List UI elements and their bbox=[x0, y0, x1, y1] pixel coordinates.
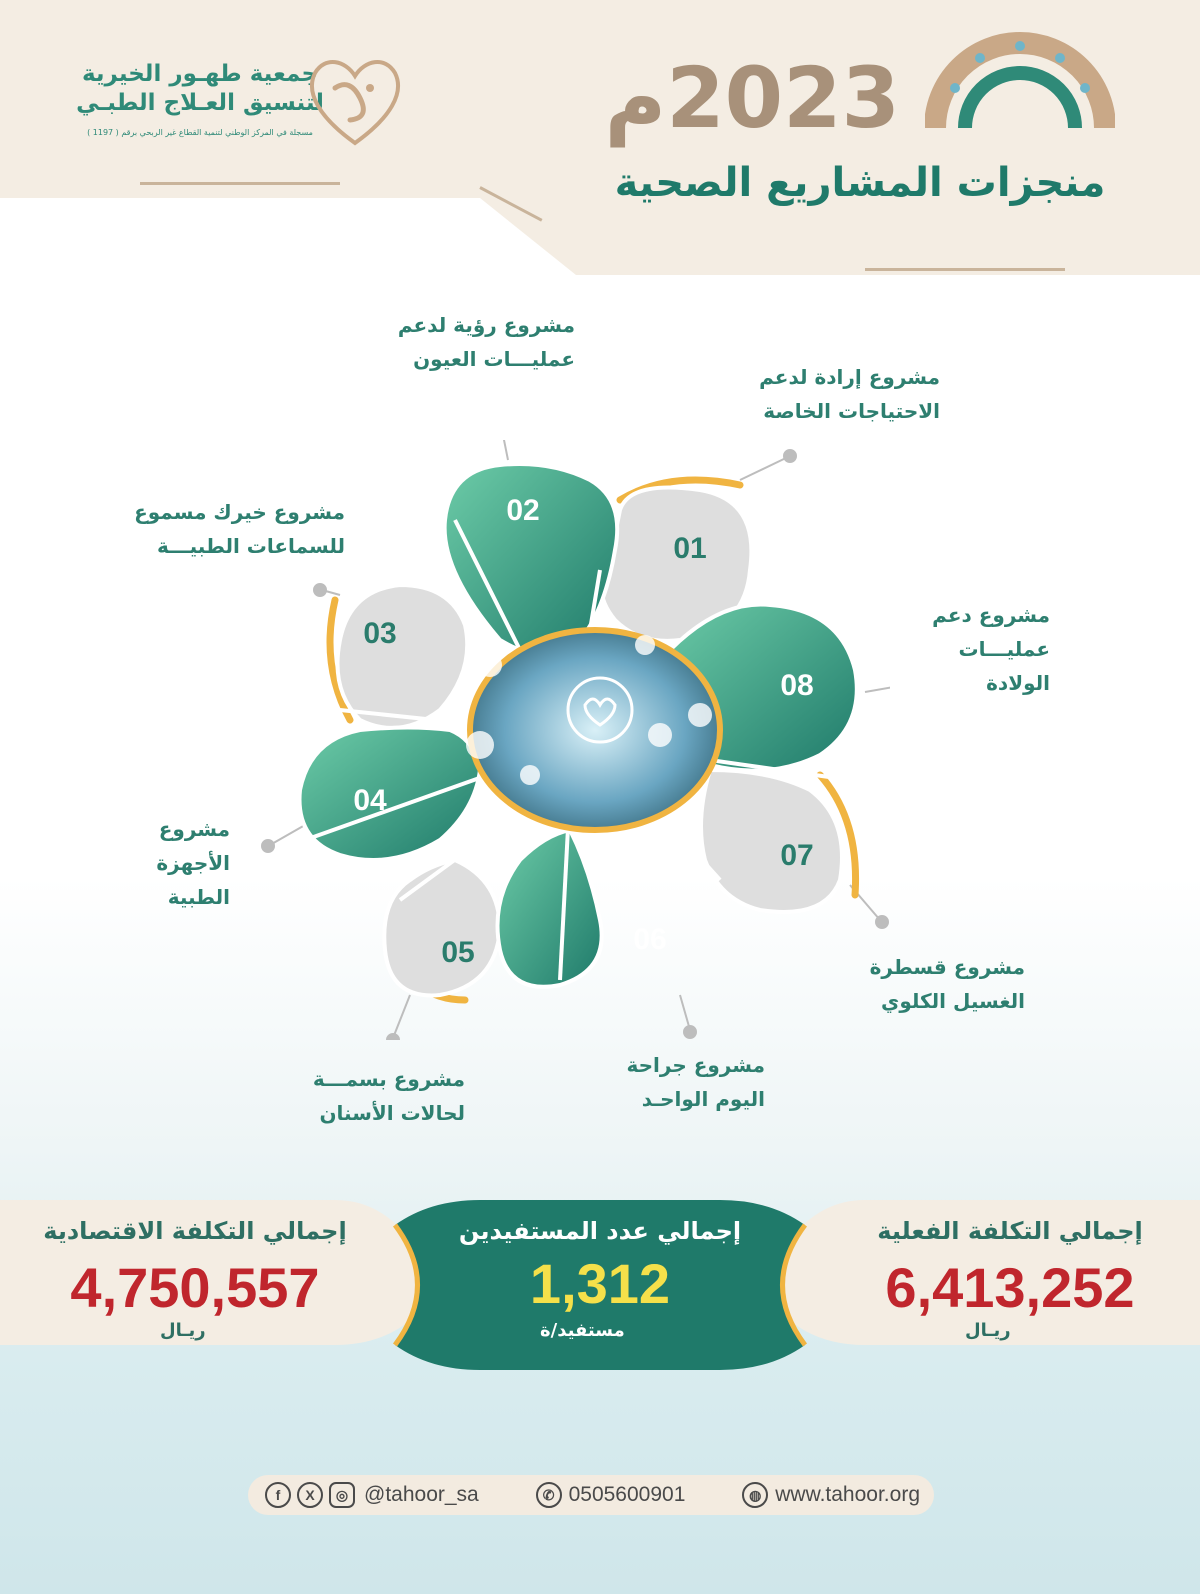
connector-dot bbox=[684, 1026, 696, 1038]
stat-value: 6,413,252 bbox=[885, 1256, 1135, 1319]
connector-dot bbox=[784, 450, 796, 462]
petal-06 bbox=[498, 830, 602, 987]
stat-title: إجمالي عدد المستفيدين bbox=[458, 1217, 742, 1245]
report-year: 2023م bbox=[604, 49, 900, 147]
connector-dot bbox=[314, 584, 326, 596]
petal-number: 02 bbox=[506, 494, 540, 527]
petal-number: 05 bbox=[441, 936, 475, 969]
projects-flower-diagram bbox=[250, 440, 890, 1040]
petal-04 bbox=[300, 728, 481, 861]
project-label-02: مشروع رؤية لدعم عمليـــات العيون bbox=[397, 313, 575, 371]
stat-beneficiaries bbox=[450, 1205, 750, 1355]
connector-dot bbox=[876, 916, 888, 928]
project-label-06: مشروع جراحة اليوم الواحـد bbox=[626, 1053, 765, 1111]
petal-07 bbox=[701, 770, 842, 912]
instagram-icon[interactable]: ◎ bbox=[329, 1482, 355, 1508]
project-label-01: مشروع إرادة لدعم الاحتياجات الخاصة bbox=[759, 365, 940, 423]
header-divider bbox=[140, 182, 340, 185]
stat-actual-cost bbox=[855, 1205, 1165, 1355]
org-logo bbox=[300, 48, 410, 158]
project-label-03: مشروع خيرك مسموع للسماعات الطبيـــة bbox=[134, 500, 345, 558]
petal-number: 08 bbox=[780, 669, 814, 702]
facebook-icon[interactable]: f bbox=[265, 1482, 291, 1508]
footer-contact-bar bbox=[248, 1475, 934, 1515]
medical-icons-arc bbox=[925, 28, 1115, 138]
stat-economic-cost bbox=[40, 1205, 350, 1355]
petal-05 bbox=[384, 860, 500, 995]
project-label-08: مشروع دعم عمليـــات الولادة bbox=[932, 603, 1050, 695]
header-divider bbox=[865, 268, 1065, 271]
project-label-04: مشروع الأجهزة الطبية bbox=[156, 817, 230, 909]
petal-number: 07 bbox=[780, 839, 814, 872]
social-handle[interactable]: @tahoor_sa bbox=[364, 1483, 479, 1506]
petal-number: 04 bbox=[353, 784, 387, 817]
website-link[interactable]: www.tahoor.org bbox=[775, 1483, 920, 1506]
stat-value: 1,312 bbox=[529, 1252, 671, 1315]
whatsapp-icon[interactable]: ✆ bbox=[536, 1482, 562, 1508]
petal-number: 03 bbox=[363, 617, 397, 650]
petal-03 bbox=[338, 585, 468, 728]
x-icon[interactable]: X bbox=[297, 1482, 323, 1508]
stat-title: إجمالي التكلفة الفعلية bbox=[877, 1217, 1143, 1245]
project-label-05: مشروع بسمـــة لحالات الأسنان bbox=[312, 1067, 465, 1125]
stat-unit: ريـال bbox=[965, 1320, 1011, 1341]
center-medical-image bbox=[470, 630, 720, 830]
stat-unit: ريـال bbox=[160, 1320, 206, 1341]
petal-number: 01 bbox=[673, 532, 707, 565]
stat-value: 4,750,557 bbox=[70, 1256, 320, 1319]
globe-icon: ◍ bbox=[742, 1482, 768, 1508]
project-label-07: مشروع قسطرة الغسيل الكلوي bbox=[869, 955, 1025, 1013]
petal-number: 06 bbox=[633, 923, 667, 956]
org-name: جمعية طهـور الخيرية لتنسيق العـلاج الطبـي bbox=[76, 61, 324, 116]
stat-title: إجمالي التكلفة الاقتصادية bbox=[43, 1217, 347, 1245]
page-title: منجزات المشاريع الصحية bbox=[614, 160, 1106, 206]
connector-dot bbox=[387, 1034, 399, 1040]
connector-dot bbox=[262, 840, 274, 852]
org-registration: مسجلة في المركز الوطني لتنمية القطاع غير الربحي برقم ( 1197 ) bbox=[87, 128, 313, 137]
phone-number[interactable]: 0505600901 bbox=[568, 1483, 686, 1506]
stat-unit: مستفيد/ة bbox=[540, 1320, 625, 1341]
